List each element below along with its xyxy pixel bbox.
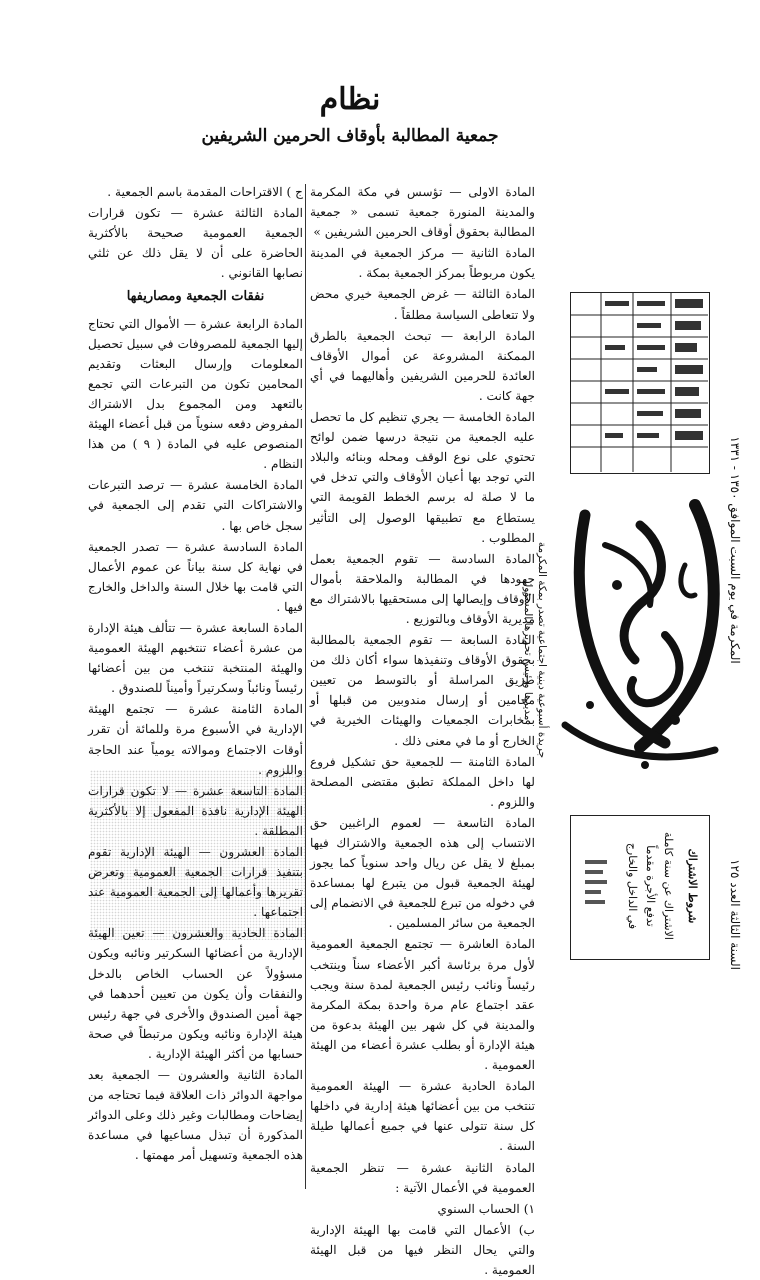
article-paragraph: المادة الخامسة — يجري تنظيم كل ما تحصل عليه الجمعية من نتيجة درسها ضمن لوائح تحتوي على نوع الوقف ومحله وبنائه والبلاد التي توجد بها أعيان الأوقاف والتي تدخل في ما لا صلة له برسم الخطط القويمة التي يستطاع مع تطبيقها الوصول إلى التأثير المطلوب .	[310, 410, 535, 545]
article-paragraph: المادة الرابعة — تبحث الجمعية بالطرق الممكنة المشروعة عن أموال الأوقاف العائدة للحرمين الشريفين وأهاليهما في أي جهة كانت .	[310, 328, 535, 403]
article-paragraph: المادة الثانية عشرة — تنظر الجمعية العمومية في الأعمال الآتية :	[310, 1160, 535, 1195]
page-title: نظام	[319, 82, 381, 117]
article-paragraph: المادة الخامسة عشرة — ترصد التبرعات والاشتراكات التي تقدم إلى الجمعية في سجل خاص بها .	[88, 478, 303, 533]
article-paragraph: ١) الحساب السنوي	[437, 1201, 535, 1216]
article-paragraph: المادة الثامنة عشرة — تجتمع الهيئة الإدارية في الأسبوع مرة وللمائة أن تقرر أوقات الاجتماع وموالاته يومياً عند الحاجة واللزوم .	[88, 702, 303, 777]
article-paragraph: المادة السادسة عشرة — تصدر الجمعية في نهاية كل سنة بياناً عن عموم الأعمال التي قامت بها خلال السنة والداخل والخارج فيها .	[88, 539, 303, 614]
section-heading: نفقات الجمعية ومصاريفها	[126, 289, 265, 305]
article-paragraph: المادة الثانية والعشرون — الجمعية بعد مواجهة الدوائر ذات العلاقة فيما تحتاجه من إيضاحات ومطالبات وغير ذلك وعلى الدوائر المذكورة أن تبذل مساعيها في مساعدة هذه الجمعية وتسهيل أمر مهمتها .	[88, 1068, 303, 1163]
article-paragraph: ب) الأعمال التي قامت بها الهيئة الإدارية والتي يحال النظر فيها من قبل الهيئة العمومية .	[310, 1222, 535, 1277]
masthead-caption-editor: مديرها ورئيس تحريرها المسؤول	[522, 579, 534, 721]
article-paragraph: المادة الثامنة — للجمعية حق تشكيل فروع لها داخل المملكة تطبق مقتضى المصلحة واللزوم .	[310, 754, 535, 809]
calligraphy-logo-icon	[545, 485, 735, 780]
subscription-notice-box	[570, 815, 710, 960]
article-paragraph: المادة السابعة — تقوم الجمعية بالمطالبة بحقوق الأوقاف وتنفيذها سواء أكان ذلك من طريق المراسلة أو بالتوسط من تعيين محامين أو إرسال مندوبين من قبلها أو بمخابرات الجمعيات والهيئات الخيرية في الخارج أو ما في معنى ذلك .	[310, 633, 535, 748]
article-paragraph: المادة السابعة عشرة — تتألف هيئة الإدارة من عشرة أعضاء تنتخبهم الهيئة العمومية والهيئة المنتخبة تنتخب من بين أعضائها رئيساً ونائباً وسكرتيراً وأميناً للصندوق .	[88, 620, 303, 696]
notice-title: شروط الاشتراك	[686, 848, 699, 924]
article-paragraph: المادة التاسعة عشرة — لا تكون قرارات الهيئة الإدارية نافذة المفعول إلا بالأكثرية المطلقة .	[88, 783, 303, 838]
notice-seal-icon	[581, 856, 611, 916]
masthead-caption: جريدة أسبوعية دينية اجتماعية تصدر بمكة المكرمة	[536, 541, 548, 759]
article-paragraph: المادة الثالثة عشرة — تكون قرارات الجمعية العمومية صحيحة بالأكثرية الحاضرة على أن لا يقل ذلك عن ثلثي نصابها القانوني .	[88, 206, 303, 281]
article-paragraph: المادة العشرون — الهيئة الإدارية تقوم بتنفيذ قرارات الجمعية العمومية وتعرض تقريرها وأعمالها إلى الجمعية العمومية عند اجتماعها .	[88, 845, 303, 920]
masthead-calligraphy-logo	[545, 485, 735, 780]
article-paragraph: ج ) الاقتراحات المقدمة باسم الجمعية .	[107, 185, 303, 199]
article-paragraph: المادة الثالثة — غرض الجمعية خيري محض ولا تتعاطى السياسة مطلقاً .	[310, 287, 535, 322]
rates-table-grid	[571, 293, 708, 472]
right-text-column	[310, 182, 535, 1277]
notice-line: في الداخل والخارج	[626, 842, 639, 930]
issue-number-vertical: السنة الثالثة العدد ١٢٥	[728, 859, 742, 970]
notice-line: الاشتراك عن سنة كاملة	[662, 832, 675, 940]
article-paragraph: المادة العاشرة — تجتمع الجمعية العمومية لأول مرة برئاسة أكبر الأعضاء سناً وينتخب رئيساً ونائب رئيس الجمعية لمدة سنة ويجب عقد اجتماع عام مرة واحدة بمكة المكرمة والمدينة في كل شهر بين الهيئة بدعوة من هيئة الإدارة أو بطلب عشرة أعضاء من الهيئة العمومية .	[310, 937, 535, 1073]
article-paragraph: المادة السادسة — تقوم الجمعية بعمل جهودها في المطالبة والملاحقة بأموال الأوقاف وإيصالها إلى مستحقيها بالاشتراك مع مديرية الأوقاف وبالتوزيع .	[310, 551, 535, 626]
article-paragraph: المادة التاسعة — لعموم الراغبين حق الانتساب إلى هذه الجمعية والاشتراك فيها بمبلغ لا يقل عن ريال واحد سنوياً كما يجوز لهيئة الجمعية قبول من يتبرع لها بمساعدة في دخوله من تبرع للجمعية في الانضمام إلى الجمعية من سائر المسلمين .	[310, 815, 535, 931]
rates-table	[570, 292, 710, 474]
notice-line: تدفع الأجرة مقدماً	[644, 845, 657, 927]
column-divider	[305, 184, 306, 1189]
article-paragraph: المادة الحادية والعشرون — تعين الهيئة الإدارية من أعضائها السكرتير ونائبه ويكون مسؤولاً عن الحساب الخاص بالدخل والنفقات وأن يكون من تعيين أحدهما في جهة أمين الصندوق والأخرى في جهة رئيس هيئة الإدارة ونائبه ويكون مرتبطاً في صحة حسابها من أكثر الهيئة الإدارية .	[88, 926, 303, 1061]
article-paragraph: المادة الرابعة عشرة — الأموال التي تحتاج إليها الجمعية للمصروفات في سبيل تحصيل المعلومات وإرسال البعثات وتقديم المحامين تكون من التبرعات التي تجمع بالتعهد ومن المجموع بدل الاشتراك المفروض دفعه سنوياً من قبل أعضاء الهيئة المنصوص عليه في المادة ( ٩ ) من هذا النظام .	[88, 316, 303, 472]
print-noise-area	[90, 770, 305, 940]
article-paragraph: المادة الاولى — تؤسس في مكة المكرمة والمدينة المنورة جمعية تسمى « جمعية المطالبة بحقوق أوقاف الحرمين الشريفين »	[310, 185, 535, 240]
article-paragraph: المادة الحادية عشرة — الهيئة العمومية تنتخب من بين أعضائها هيئة إدارية في داخلها كل سنة تتولى عنها في جميع أعمالها طيلة السنة .	[310, 1079, 535, 1154]
masthead-vertical-text: المكرمة في يوم السبت الموافق ١٣٥٠ - ١٣٣١	[728, 436, 742, 664]
page-subtitle: جمعية المطالبة بأوقاف الحرمين الشريفين	[201, 126, 499, 146]
article-paragraph: المادة الثانية — مركز الجمعية في المدينة يكون مربوطاً بمركز الجمعية بمكة .	[310, 246, 535, 281]
